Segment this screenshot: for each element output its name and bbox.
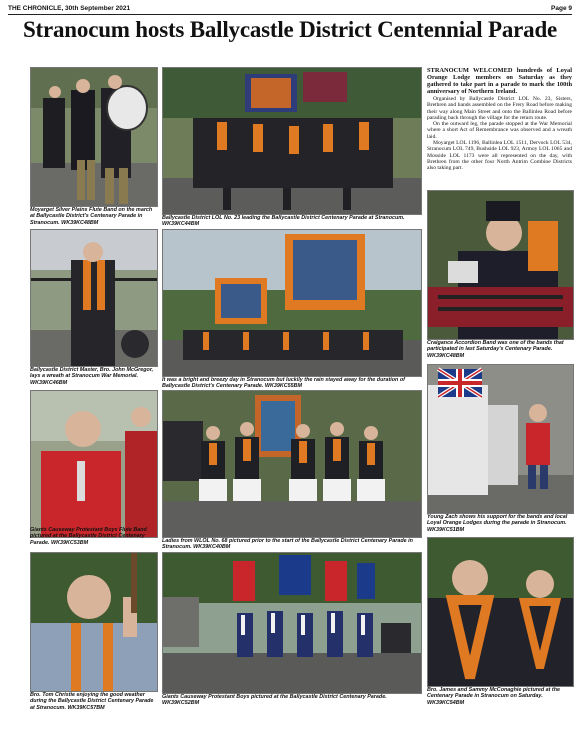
- caption-ladies-wlol: Ladies from WLOL No. 68 pictured prior to the start of the Ballycastle District Centenary Parade in Stranocum. WK39KC40BM: [162, 538, 413, 551]
- article-paragraph-3: Moyarget LOL 1196, Ballinlea LOL 1511, Dervock LOL 534, Stranocum LOL 749, Bushside LOL 923, Armoy LOL 1065 and Mosside LOL 1173 were all represented on the day, with Brethren from the other four North Antrim Combine Districts also taking part.: [427, 140, 572, 172]
- caption-accordion-band: Craigance Accordion Band was one of the bands that participated in last Saturday's Centenary Parade. WK39KC48BM: [427, 340, 564, 359]
- photo-banners: [162, 229, 422, 377]
- photo-tom-christie: [30, 552, 158, 692]
- article-body: [427, 67, 572, 172]
- photo-protestant-boys: [162, 552, 422, 694]
- caption-banners: It was a bright and breezy day in Stranocum but luckily the rain stayed away for the duration of Ballycastle District's Centenary Parade. WK39KC55BM: [162, 377, 405, 390]
- caption-young-zach: Young Zach shows his support for the bands and local Loyal Orange Lodges during the parade in Stranocum. WK39KC51BM: [427, 514, 568, 533]
- photo-flute-band: [30, 67, 158, 207]
- caption-mcconaghie: Bro. James and Sammy McConaghie pictured at the Centenary Parade in Stranocum on Saturday. WK39KC54BM: [427, 687, 561, 706]
- caption-flute-band-member: Giants Causeway Protestant Boys Flute Band pictured at the Ballycastle District Centenary Parade. WK39KC53BM: [30, 527, 147, 546]
- caption-flute-band: Moyarget Silver Plains Flute Band on the march at Ballycastle District's Centenary Parade in Stranocum. WK39KC48BM: [30, 207, 153, 226]
- photo-young-zach: [427, 364, 574, 514]
- page-header: [8, 3, 572, 14]
- article-paragraph-1: Organised by Ballycastle District LOL No. 23, Sisters, Brethren and bands assembled on the Frery Road before making their way along Main Street and onto the Ballinlea Road before parading back through the village for the return route.: [427, 96, 572, 121]
- caption-tom-christie: Bro. Tom Christie enjoying the good weather during the Ballycastle District Centenary Parade at Stranocum. WK39KC57BM: [30, 692, 154, 711]
- article-lead: STRANOCUM WELCOMED hundreds of Loyal Orange Lodge members on Saturday as they gathered to take part in a parade to mark the 100th anniversary of Northern Ireland.: [427, 67, 572, 95]
- photo-mcconaghie: [427, 537, 574, 687]
- photo-flute-band-member: [30, 390, 158, 538]
- publication-date: THE CHRONICLE, 30th September 2021: [8, 5, 131, 12]
- caption-wreath-laying: Ballycastle District Master, Bro. John McGregor, lays a wreath at Stranocum War Memorial. WK39KC46BM: [30, 367, 154, 386]
- caption-district-lodge: Ballycastle District LOL No. 23 leading the Ballycastle District Centenary Parade at Stranocum. WK39KC44BM: [162, 215, 405, 228]
- article-paragraph-2: On the outward leg, the parade stopped at the War Memorial where a short Act of Remembrance was observed and a wreath laid.: [427, 121, 572, 140]
- page-number: Page 9: [551, 5, 572, 12]
- headline: Stranocum hosts Ballycastle District Centennial Parade: [22, 17, 558, 42]
- header-rule: [8, 14, 572, 15]
- photo-district-lodge: [162, 67, 422, 215]
- photo-ladies-wlol: [162, 390, 422, 538]
- photo-wreath-laying: [30, 229, 158, 367]
- photo-accordion-band: [427, 190, 574, 340]
- caption-protestant-boys: Giants Causeway Protestant Boys pictured at the Ballycastle District Centenary Parade. WK39KC52BM: [162, 694, 387, 707]
